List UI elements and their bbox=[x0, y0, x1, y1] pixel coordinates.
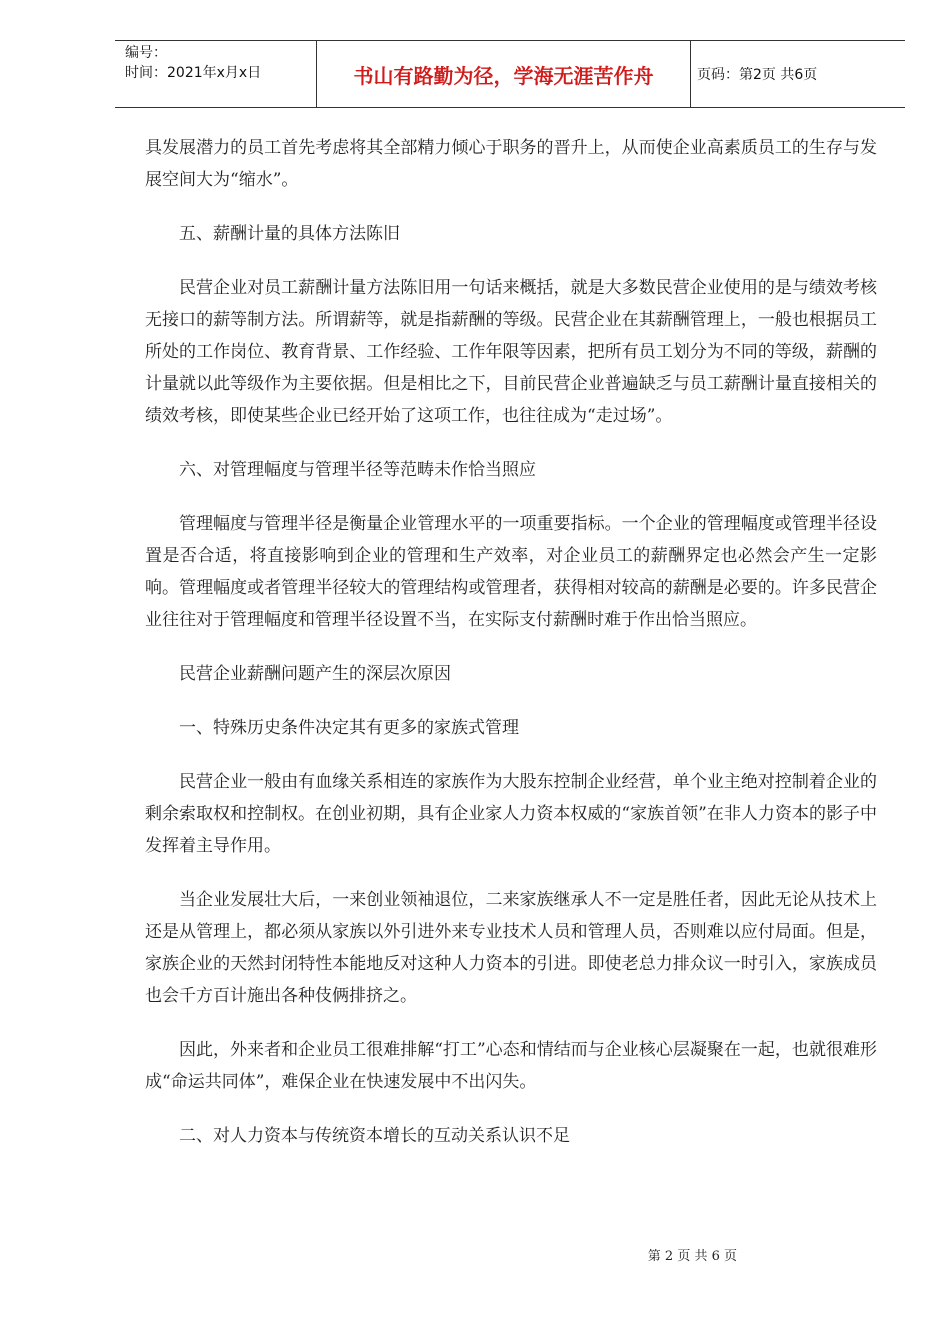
header-meta bbox=[115, 41, 317, 107]
document-number-label: 编号： bbox=[125, 45, 167, 61]
document-body bbox=[145, 132, 877, 1152]
paragraph: 当企业发展壮大后，一来创业领袖退位，二来家族继承人不一定是胜任者，因此无论从技术上还是从管理上，都必须从家族以外引进外来专业技术人员和管理人员，否则难以应付局面。但是，家族企业的天然封闭特性本能地反对这种人力资本的引进。即使老总力排众议一时引入，家族成员也会千方百计施出各种伎俩排挤之。 bbox=[145, 890, 877, 1006]
paragraph: 因此，外来者和企业员工很难排解“打工”心态和情结而与企业核心层凝聚在一起，也就很难形成“命运共同体”，难保企业在快速发展中不出闪失。 bbox=[145, 1040, 877, 1092]
document-time-label: 时间：2021年x月x日 bbox=[125, 65, 262, 81]
section-heading: 六、对管理幅度与管理半径等范畴未作恰当照应 bbox=[179, 460, 536, 480]
paragraph: 民营企业一般由有血缘关系相连的家族作为大股东控制企业经营，单个业主绝对控制着企业的剩余索取权和控制权。在创业初期，具有企业家人力资本权威的“家族首领”在非人力资本的影子中发挥着主导作用。 bbox=[145, 772, 877, 856]
header-page-number: 页码：第2页 共6页 bbox=[697, 67, 818, 83]
paragraph: 民营企业对员工薪酬计量方法陈旧用一句话来概括，就是大多数民营企业使用的是与绩效考核无接口的薪等制方法。所谓薪等，就是指薪酬的等级。民营企业在其薪酬管理上，一般也根据员工所处的工作岗位、教育背景、工作经验、工作年限等因素，把所有员工划分为不同的等级，薪酬的计量就以此等级作为主要依据。但是相比之下，目前民营企业普遍缺乏与员工薪酬计量直接相关的绩效考核，即使某些企业已经开始了这项工作，也往往成为“走过场”。 bbox=[145, 278, 877, 426]
paragraph: 管理幅度与管理半径是衡量企业管理水平的一项重要指标。一个企业的管理幅度或管理半径设置是否合适，将直接影响到企业的管理和生产效率，对企业员工的薪酬界定也必然会产生一定影响。管理幅度或者管理半径较大的管理结构或管理者，获得相对较高的薪酬是必要的。许多民营企业往往对于管理幅度和管理半径设置不当，在实际支付薪酬时难于作出恰当照应。 bbox=[145, 514, 877, 630]
footer-page-number: 第 2 页 共 6 页 bbox=[647, 1249, 737, 1264]
page-footer bbox=[0, 1245, 950, 1264]
section-heading: 五、薪酬计量的具体方法陈旧 bbox=[179, 224, 400, 244]
section-heading: 二、对人力资本与传统资本增长的互动关系认识不足 bbox=[179, 1126, 570, 1146]
section-heading: 民营企业薪酬问题产生的深层次原因 bbox=[179, 664, 451, 684]
page-header bbox=[115, 40, 905, 108]
header-motto: 书山有路勤为径，学海无涯苦作舟 bbox=[317, 41, 691, 107]
section-heading: 一、特殊历史条件决定其有更多的家族式管理 bbox=[179, 718, 519, 738]
paragraph: 具发展潜力的员工首先考虑将其全部精力倾心于职务的晋升上，从而使企业高素质员工的生存与发展空间大为“缩水”。 bbox=[145, 138, 877, 190]
